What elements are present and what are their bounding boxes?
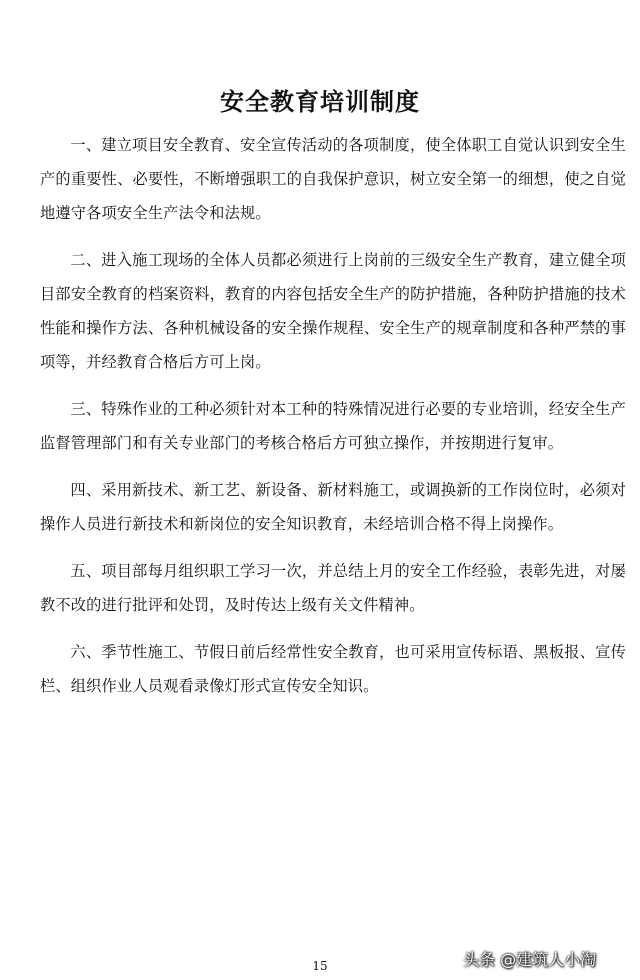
- paragraph-2: 二、进入施工现场的全体人员都必须进行上岗前的三级安全生产教育，建立健全项目部安全教育的档案资料，教育的内容包括安全生产的防护措施，各种防护措施的技术性能和操作方法、各种机械设备的安全操作规程、安全生产的规章制度和各种严禁的事项等，并经教育合格后方可上岗。: [40, 251, 626, 371]
- watermark: [463, 944, 635, 972]
- paragraph-3: 三、特殊作业的工种必须针对本工种的特殊情况进行必要的专业培训，经安全生产监督管理部门和有关专业部门的考核合格后方可独立操作，并按期进行复审。: [40, 400, 626, 452]
- paragraph-5: 五、项目部每月组织职工学习一次，并总结上月的安全工作经验，表彰先进，对屡教不改的进行批评和处罚，及时传达上级有关文件精神。: [40, 562, 626, 614]
- document-title: 安全教育培训制度: [220, 88, 420, 116]
- document-body: [40, 128, 626, 716]
- paragraph-4: 四、采用新技术、新工艺、新设备、新材料施工，或调换新的工作岗位时，必须对操作人员进行新技术和新岗位的安全知识教育，未经培训合格不得上岗操作。: [40, 481, 626, 533]
- watermark-text: 头条 @建筑人小淘: [463, 949, 597, 969]
- page-number: 15: [312, 959, 328, 973]
- paragraph-6: 六、季节性施工、节假日前后经常性安全教育，也可采用宣传标语、黑板报、宣传栏、组织作业人员观看录像灯形式宣传安全知识。: [40, 643, 626, 695]
- paragraph-1: 一、建立项目安全教育、安全宣传活动的各项制度，使全体职工自觉认识到安全生产的重要性、必要性，不断增强职工的自我保护意识，树立安全第一的细想，使之自觉地遵守各项安全生产法令和法规。: [40, 136, 626, 222]
